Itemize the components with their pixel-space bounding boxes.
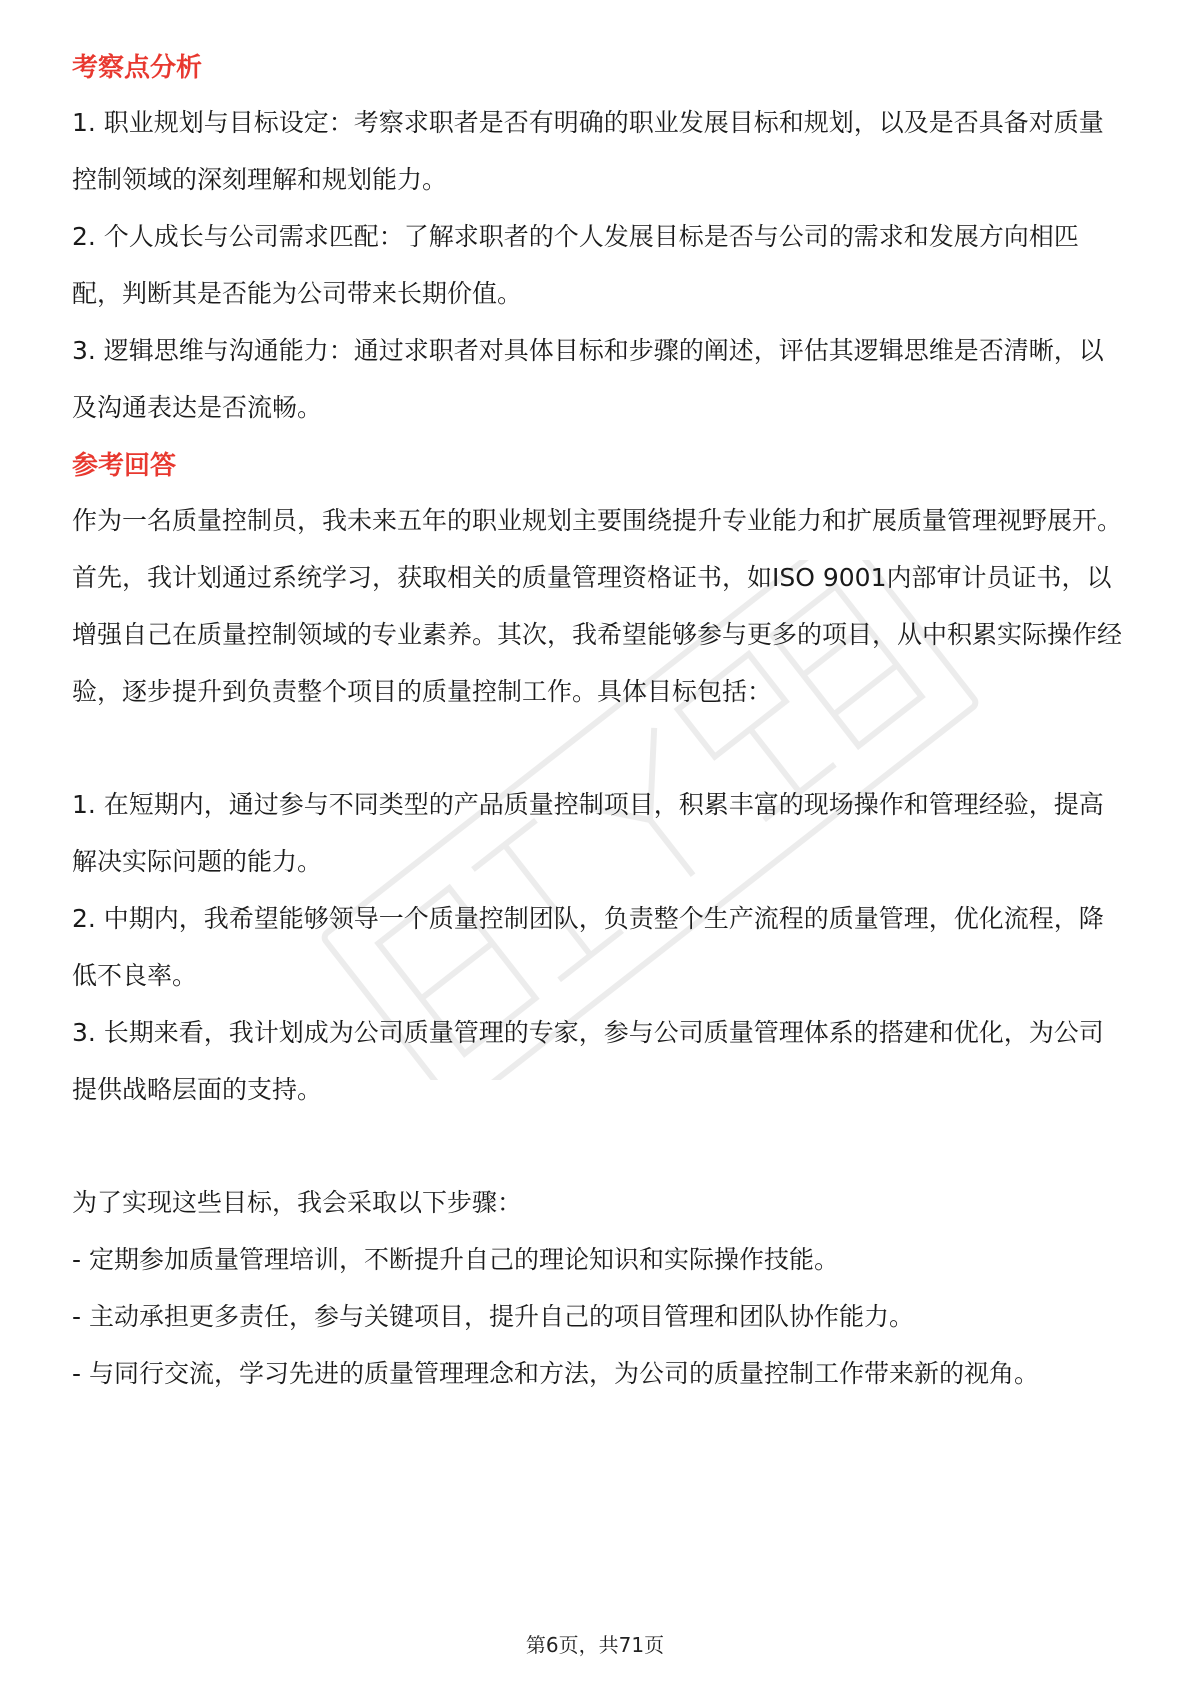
steps-intro: 为了实现这些目标，我会采取以下步骤： <box>72 1188 523 1217</box>
step-item: - 与同行交流，学习先进的质量管理理念和方法，为公司的质量控制工作带来新的视角。 <box>72 1359 1039 1388</box>
answer-intro: 作为一名质量控制员，我未来五年的职业规划主要围绕提升专业能力和扩展质量管理视野展开。首先，我计划通过系统学习，获取相关的质量管理资格证书，如ISO 9001内部审计员证书，以增强自己在质量控制领域的专业素养。其次，我希望能够参与更多的项目，从中积累实际操作经验，逐步提升到负责整个项目的质量控制工作。具体目标包括： <box>72 506 1123 706</box>
analysis-item: 3. 逻辑思维与沟通能力：通过求职者对具体目标和步骤的阐述，评估其逻辑思维是否清晰，以及沟通表达是否流畅。 <box>72 336 1104 422</box>
page-number: 第6页，共71页 <box>525 1633 665 1657</box>
page-content <box>72 48 1122 1402</box>
step-item: - 主动承担更多责任，参与关键项目，提升自己的项目管理和团队协作能力。 <box>72 1302 914 1331</box>
goal-item: 2. 中期内，我希望能够领导一个质量控制团队，负责整个生产流程的质量管理，优化流程，降低不良率。 <box>72 904 1104 990</box>
analysis-item: 2. 个人成长与公司需求匹配：了解求职者的个人发展目标是否与公司的需求和发展方向相匹配，判断其是否能为公司带来长期价值。 <box>72 222 1079 308</box>
answer-heading: 参考回答 <box>72 451 177 481</box>
goal-item: 3. 长期来看，我计划成为公司质量管理的专家，参与公司质量管理体系的搭建和优化，为公司提供战略层面的支持。 <box>72 1018 1104 1104</box>
analysis-heading: 考察点分析 <box>72 53 203 83</box>
analysis-item: 1. 职业规划与目标设定：考察求职者是否有明确的职业发展目标和规划，以及是否具备对质量控制领域的深刻理解和规划能力。 <box>72 108 1104 194</box>
step-item: - 定期参加质量管理培训，不断提升自己的理论知识和实际操作技能。 <box>72 1245 839 1274</box>
goal-item: 1. 在短期内，通过参与不同类型的产品质量控制项目，积累丰富的现场操作和管理经验，提高解决实际问题的能力。 <box>72 790 1104 876</box>
